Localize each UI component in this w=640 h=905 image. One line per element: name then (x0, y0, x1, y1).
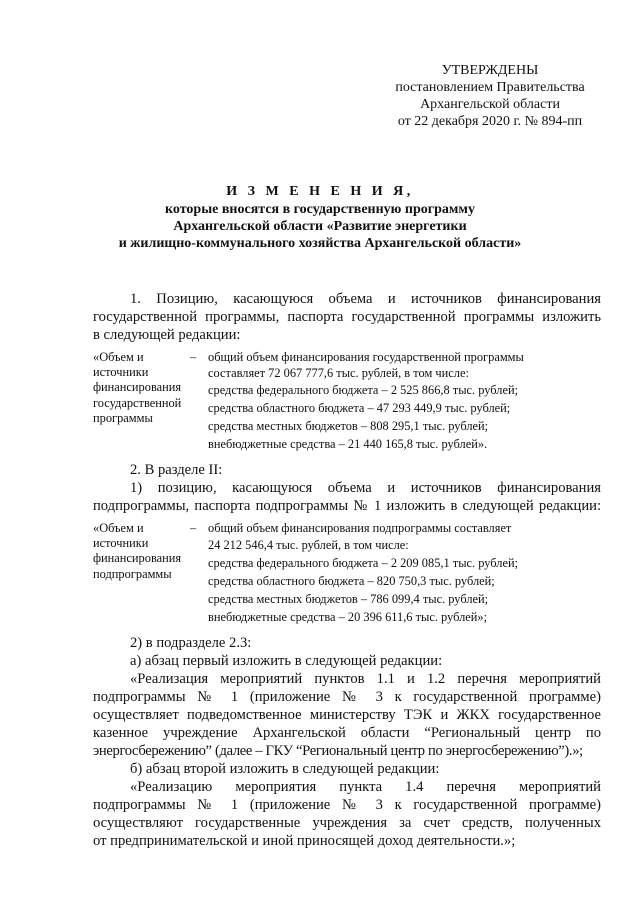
sub-line: энергосбережению” (далее – ГКУ “Региональный центр по энергосбережению”).»; (93, 743, 583, 759)
item1-line: в следующей редакции: (93, 327, 241, 343)
item1-line: 1. Позицию, касающуюся объема и источников финансирования (130, 291, 601, 307)
block2-label: «Объем и источники финансирования подпрограммы (93, 521, 182, 581)
block2-line: средства федерального бюджета – 2 209 085,1 тыс. рублей; (208, 556, 519, 570)
approval-title: УТВЕРЖДЕНЫ (441, 63, 539, 78)
block2-line: 24 212 546,4 тыс. рублей, в том числе: (208, 538, 409, 552)
sub-line: б) абзац второй изложить в следующей редакции: (130, 761, 440, 777)
sub-line: «Реализация мероприятий пунктов 1.1 и 1.2 перечня мероприятий (130, 671, 601, 687)
sub-line: осуществляют государственные учреждения за счет средств, полученных (93, 815, 601, 831)
approval-line: Архангельской области (420, 97, 560, 112)
block2-line: внебюджетные средства – 20 396 611,6 тыс. рублей»; (208, 610, 488, 624)
item2-heading: 2. В разделе II: (130, 462, 223, 478)
sub-line: «Реализацию мероприятия пункта 1.4 перечня мероприятий (130, 779, 601, 795)
doc-subtitle-line: Архангельской области «Развитие энергетики (173, 219, 467, 234)
block1-dash: – (190, 350, 197, 364)
sub-line: а) абзац первый изложить в следующей редакции: (130, 653, 443, 669)
block2-line: средства областного бюджета – 820 750,3 тыс. рублей; (208, 574, 495, 588)
item2-line: 1) позицию, касающуюся объема и источников финансирования (130, 480, 601, 496)
block2-dash: – (190, 521, 197, 535)
approval-block (370, 62, 610, 130)
block1-line: средства местных бюджетов – 808 295,1 тыс. рублей; (208, 419, 489, 433)
item1-line: государственной программы, паспорта государственной программы изложить (93, 309, 601, 325)
item2-line: подпрограммы, паспорта подпрограммы № 1 изложить в следующей редакции: (93, 498, 601, 514)
block1-line: составляет 72 067 777,6 тыс. рублей, в том числе: (208, 366, 469, 380)
block1-line: средства федерального бюджета – 2 525 866,8 тыс. рублей; (208, 383, 519, 397)
sub-line: осуществляет подведомственное министерству ТЭК и ЖКХ государственное (93, 707, 601, 723)
sub-line: подпрограммы № 1 (приложение № 3 к государственной программе) (93, 797, 601, 813)
approval-line: постановлением Правительства (395, 80, 585, 95)
approval-date: от 22 декабря 2020 г. № 894-пп (397, 114, 583, 129)
block1-line: средства областного бюджета – 47 293 449,9 тыс. рублей; (208, 401, 511, 415)
block2-line: средства местных бюджетов – 786 099,4 тыс. рублей; (208, 592, 489, 606)
sub-line: от предпринимательской и иной приносящей доход деятельности.»; (93, 833, 516, 849)
block2-line: общий объем финансирования подпрограммы составляет (208, 521, 512, 535)
doc-subtitle-line: которые вносятся в государственную программу (165, 202, 475, 217)
sub-line: 2) в подразделе 2.3: (130, 635, 252, 651)
doc-title: И З М Е Н Е Н И Я, (226, 184, 414, 199)
block1-line: общий объем финансирования государственной программы (208, 350, 524, 364)
block1-line: внебюджетные средства – 21 440 165,8 тыс. рублей». (208, 437, 488, 451)
sub-line: подпрограммы № 1 (приложение № 3 к государственной программе) (93, 689, 601, 705)
block1-label: «Объем и источники финансирования государственной программы (93, 350, 182, 425)
doc-subtitle-line: и жилищно-коммунального хозяйства Архангельской области» (118, 236, 522, 251)
sub-line: казенное учреждение Архангельской области “Региональный центр по (93, 725, 601, 741)
